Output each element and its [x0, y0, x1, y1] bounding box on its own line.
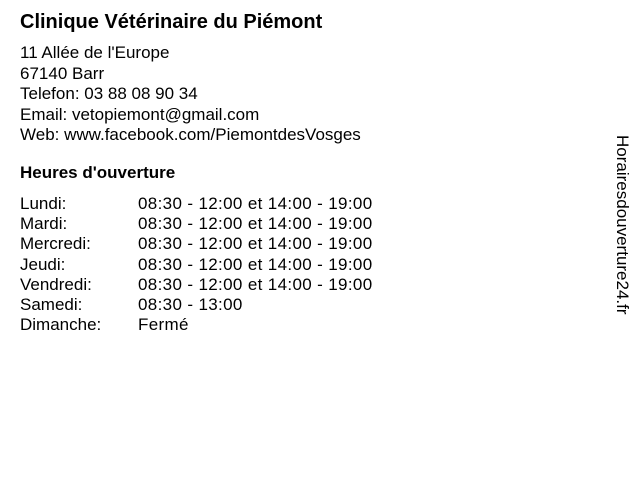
clinic-name: Clinique Vétérinaire du Piémont [20, 11, 323, 33]
contact-block [20, 43, 361, 146]
city-postal: 67140 Barr [20, 63, 105, 83]
time-value: 08:30 - 12:00 et 14:00 - 19:00 [138, 234, 373, 254]
time-value: 08:30 - 13:00 [138, 294, 243, 314]
day-label: Vendredi: [20, 274, 92, 294]
time-value: Fermé [138, 315, 189, 335]
day-label: Samedi: [20, 294, 83, 314]
time-value: 08:30 - 12:00 et 14:00 - 19:00 [138, 274, 373, 294]
email-address: Email: vetopiemont@gmail.com [20, 104, 260, 124]
day-label: Dimanche: [20, 315, 102, 335]
phone-number: Telefon: 03 88 08 90 34 [20, 84, 198, 103]
watermark-text: Horairesdouverture24.fr [613, 135, 632, 315]
day-label: Mardi: [20, 214, 68, 234]
watermark [612, 135, 632, 371]
time-value: 08:30 - 12:00 et 14:00 - 19:00 [138, 194, 373, 213]
day-label: Lundi: [20, 194, 67, 213]
day-label: Mercredi: [20, 234, 91, 254]
hours-heading: Heures d'ouverture [20, 163, 176, 182]
street-address: 11 Allée de l'Europe [20, 43, 170, 62]
website-url: Web: www.facebook.com/PiemontdesVosges [20, 125, 361, 144]
day-label: Jeudi: [20, 254, 66, 274]
time-value: 08:30 - 12:00 et 14:00 - 19:00 [138, 214, 373, 234]
time-value: 08:30 - 12:00 et 14:00 - 19:00 [138, 254, 373, 274]
